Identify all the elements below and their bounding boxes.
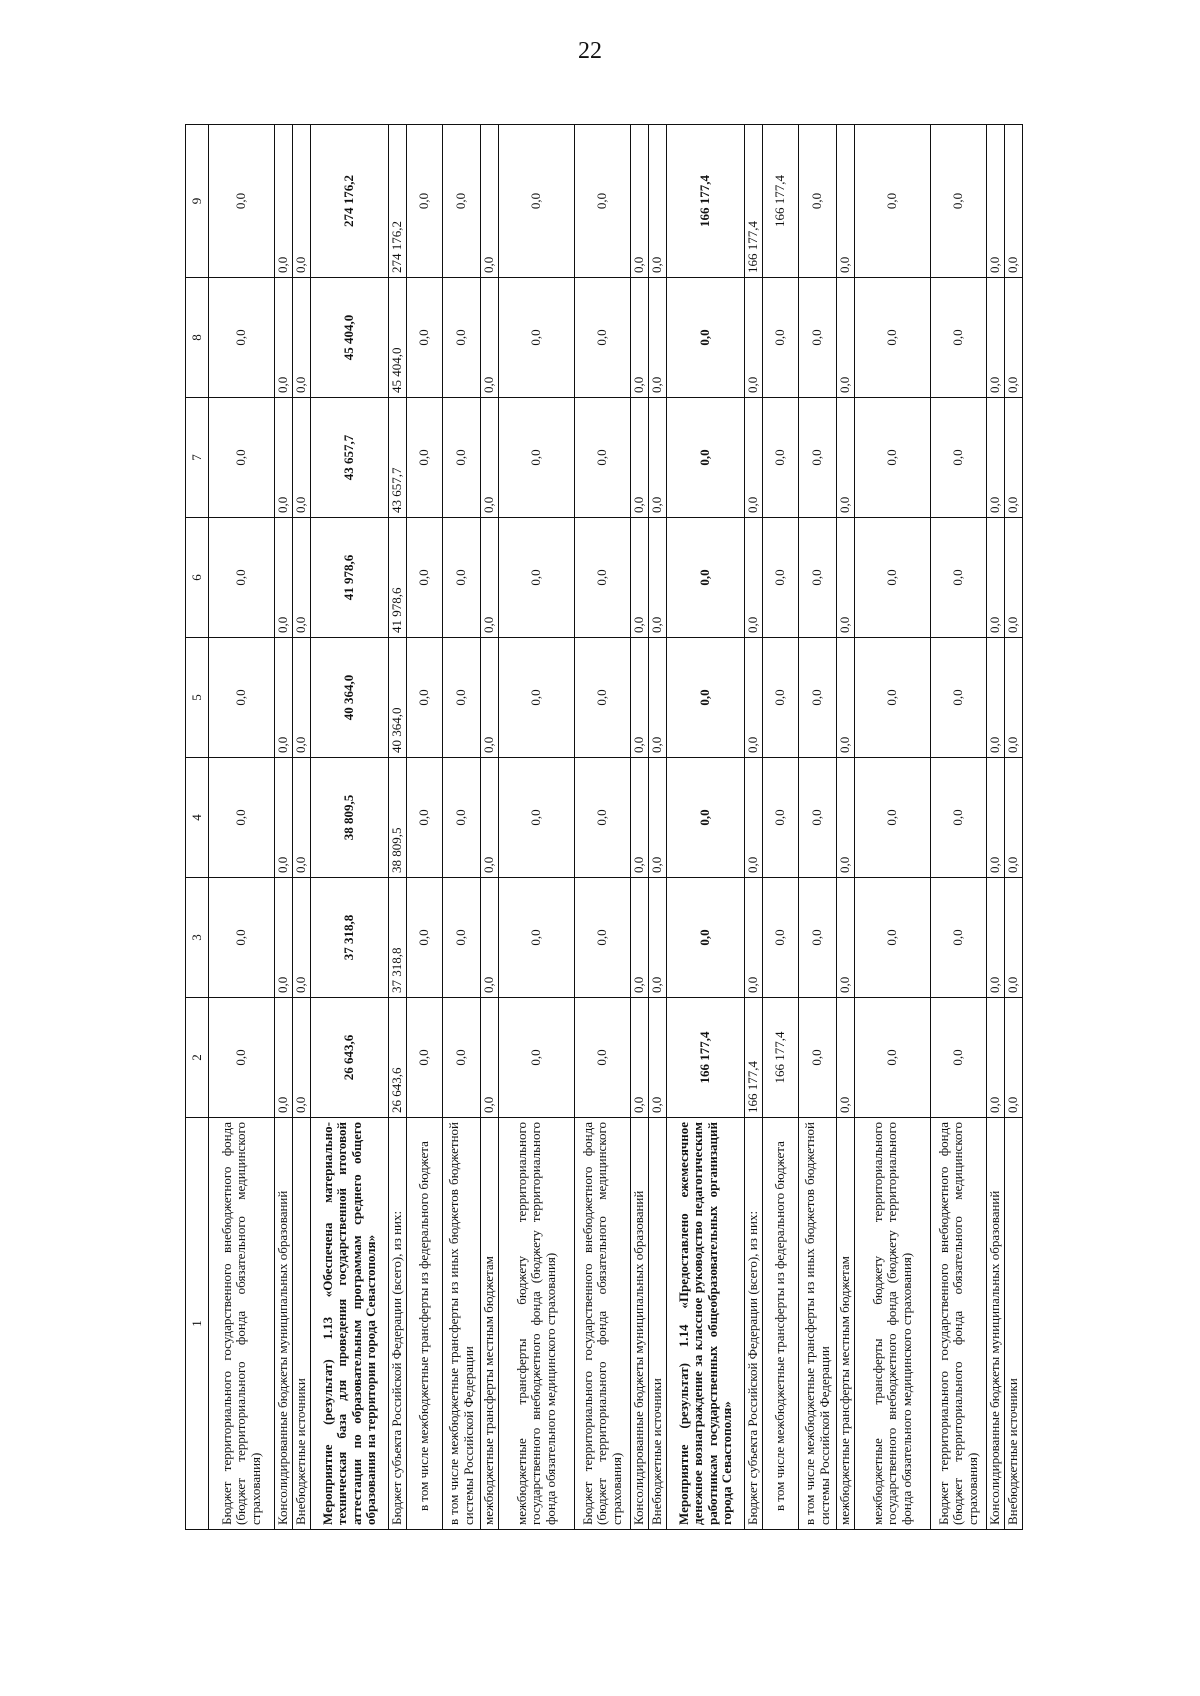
row-value-col-7: 0,0 [799,398,837,518]
row-label: межбюджетные трансферты местным бюджетам [481,1118,499,1530]
row-value-col-8: 0,0 [931,278,987,398]
row-value-col-6: 0,0 [667,518,745,638]
row-value-col-2: 166 177,4 [745,998,763,1118]
row-label: Консолидированные бюджеты муниципальных образований [631,1118,649,1530]
row-value-col-8: 0,0 [799,278,837,398]
row-value-col-3: 0,0 [667,878,745,998]
row-value-col-8: 0,0 [763,278,799,398]
row-value-col-8: 0,0 [1005,278,1023,398]
row-value-col-2: 0,0 [931,998,987,1118]
row-value-col-5: 0,0 [745,638,763,758]
table-row [631,125,649,1530]
row-value-col-3: 0,0 [837,878,855,998]
column-header-5: 5 [186,638,209,758]
row-value-col-6: 0,0 [799,518,837,638]
row-value-col-5: 0,0 [499,638,575,758]
row-label: в том числе межбюджетные трансферты из федерального бюджета [763,1118,799,1530]
row-value-col-7: 0,0 [837,398,855,518]
row-value-col-9: 0,0 [649,125,667,278]
table-row [837,125,855,1530]
row-value-col-7: 0,0 [631,398,649,518]
table-row [443,125,481,1530]
row-value-col-6: 0,0 [443,518,481,638]
row-value-col-4: 0,0 [575,758,631,878]
row-value-col-6: 0,0 [575,518,631,638]
row-label: в том числе межбюджетные трансферты из иных бюджетов бюджетной системы Российской Федерации [443,1118,481,1530]
row-value-col-4: 0,0 [407,758,443,878]
row-label: межбюджетные трансферты местным бюджетам [837,1118,855,1530]
row-value-col-5: 0,0 [799,638,837,758]
row-value-col-5: 0,0 [931,638,987,758]
row-value-col-6: 0,0 [481,518,499,638]
row-value-col-3: 0,0 [481,878,499,998]
row-value-col-2: 0,0 [275,998,293,1118]
row-value-col-7: 0,0 [481,398,499,518]
row-value-col-9: 274 176,2 [389,125,407,278]
table-row [275,125,293,1530]
row-label: в том числе межбюджетные трансферты из иных бюджетов бюджетной системы Российской Федерации [799,1118,837,1530]
row-label: Мероприятие (результат) 1.14 «Предоставлено ежемесячное денежное вознаграждение за классное руководство педагогическим работникам государственных общеобразовательных организаций города Севастополя» [667,1118,745,1530]
row-value-col-7: 0,0 [763,398,799,518]
row-value-col-2: 0,0 [987,998,1005,1118]
row-value-col-4: 0,0 [855,758,931,878]
row-value-col-6: 41 978,6 [311,518,389,638]
row-value-col-5: 0,0 [275,638,293,758]
row-value-col-5: 40 364,0 [311,638,389,758]
row-value-col-2: 0,0 [855,998,931,1118]
row-value-col-9: 0,0 [499,125,575,278]
row-value-col-4: 0,0 [293,758,311,878]
row-value-col-9: 0,0 [855,125,931,278]
row-value-col-5: 40 364,0 [389,638,407,758]
row-value-col-4: 0,0 [499,758,575,878]
table-row [931,125,987,1530]
row-value-col-6: 0,0 [275,518,293,638]
row-value-col-5: 0,0 [1005,638,1023,758]
row-value-col-6: 0,0 [931,518,987,638]
table-row [407,125,443,1530]
row-value-col-7: 0,0 [855,398,931,518]
row-value-col-4: 0,0 [837,758,855,878]
row-value-col-8: 0,0 [481,278,499,398]
row-value-col-9: 0,0 [987,125,1005,278]
row-value-col-7: 0,0 [275,398,293,518]
row-value-col-5: 0,0 [667,638,745,758]
row-value-col-2: 0,0 [209,998,275,1118]
row-value-col-2: 0,0 [499,998,575,1118]
row-value-col-6: 0,0 [987,518,1005,638]
row-value-col-4: 0,0 [443,758,481,878]
row-value-col-3: 0,0 [931,878,987,998]
row-value-col-5: 0,0 [649,638,667,758]
row-value-col-6: 41 978,6 [389,518,407,638]
row-value-col-8: 0,0 [499,278,575,398]
row-value-col-9: 0,0 [275,125,293,278]
row-value-col-2: 166 177,4 [667,998,745,1118]
row-label: в том числе межбюджетные трансферты из федерального бюджета [407,1118,443,1530]
row-value-col-5: 0,0 [443,638,481,758]
row-value-col-2: 0,0 [631,998,649,1118]
row-value-col-6: 0,0 [209,518,275,638]
row-value-col-3: 0,0 [209,878,275,998]
row-value-col-6: 0,0 [763,518,799,638]
row-value-col-7: 43 657,7 [389,398,407,518]
row-value-col-9: 0,0 [293,125,311,278]
row-value-col-8: 45 404,0 [389,278,407,398]
row-label: Бюджет территориального государственного внебюджетного фонда (бюджет территориального фонда обязательного медицинского страхования) [575,1118,631,1530]
table-row [745,125,763,1530]
row-value-col-5: 0,0 [631,638,649,758]
table-row [799,125,837,1530]
row-value-col-4: 38 809,5 [311,758,389,878]
table-row [667,125,745,1530]
row-label: Мероприятие (результат) 1.13 «Обеспечена материально-техническая база для проведения государственной итоговой аттестации по образовательным программам среднего общего образования на территории города Севастополя» [311,1118,389,1530]
table-row [987,125,1005,1530]
row-value-col-2: 0,0 [575,998,631,1118]
row-value-col-6: 0,0 [407,518,443,638]
row-value-col-7: 0,0 [987,398,1005,518]
row-label: Внебюджетные источники [293,1118,311,1530]
row-value-col-9: 274 176,2 [311,125,389,278]
table-row [649,125,667,1530]
row-value-col-6: 0,0 [1005,518,1023,638]
row-value-col-4: 0,0 [931,758,987,878]
table-row [311,125,389,1530]
column-header-6: 6 [186,518,209,638]
row-value-col-3: 0,0 [443,878,481,998]
row-value-col-2: 0,0 [407,998,443,1118]
column-header-9: 9 [186,125,209,278]
row-value-col-3: 0,0 [575,878,631,998]
row-value-col-5: 0,0 [987,638,1005,758]
table-row [763,125,799,1530]
row-value-col-8: 0,0 [575,278,631,398]
row-value-col-4: 0,0 [275,758,293,878]
row-label: Внебюджетные источники [649,1118,667,1530]
row-value-col-8: 0,0 [275,278,293,398]
row-value-col-8: 0,0 [855,278,931,398]
row-value-col-3: 0,0 [293,878,311,998]
table-row [1005,125,1023,1530]
row-value-col-7: 0,0 [293,398,311,518]
row-value-col-2: 0,0 [443,998,481,1118]
row-label: Бюджет территориального государственного внебюджетного фонда (бюджет территориального фонда обязательного медицинского страхования) [931,1118,987,1530]
budget-table [185,124,1023,1530]
row-value-col-3: 37 318,8 [311,878,389,998]
row-value-col-2: 0,0 [837,998,855,1118]
row-value-col-5: 0,0 [293,638,311,758]
row-value-col-9: 0,0 [443,125,481,278]
row-label: межбюджетные трансферты бюджету территориального государственного внебюджетного фонда (бюджету территориального фонда обязательного медицинского страхования) [499,1118,575,1530]
row-value-col-9: 166 177,4 [763,125,799,278]
row-value-col-3: 0,0 [649,878,667,998]
row-value-col-8: 0,0 [745,278,763,398]
row-value-col-9: 0,0 [837,125,855,278]
row-value-col-4: 0,0 [481,758,499,878]
row-value-col-9: 0,0 [575,125,631,278]
column-header-7: 7 [186,398,209,518]
row-value-col-2: 26 643,6 [311,998,389,1118]
row-value-col-5: 0,0 [837,638,855,758]
row-value-col-7: 0,0 [407,398,443,518]
row-value-col-5: 0,0 [575,638,631,758]
row-value-col-8: 0,0 [443,278,481,398]
row-value-col-7: 0,0 [575,398,631,518]
row-value-col-4: 38 809,5 [389,758,407,878]
row-value-col-4: 0,0 [745,758,763,878]
row-value-col-9: 0,0 [631,125,649,278]
row-value-col-8: 0,0 [407,278,443,398]
row-value-col-3: 0,0 [987,878,1005,998]
row-value-col-7: 0,0 [745,398,763,518]
row-value-col-4: 0,0 [763,758,799,878]
row-value-col-3: 0,0 [275,878,293,998]
row-value-col-5: 0,0 [407,638,443,758]
row-value-col-2: 0,0 [481,998,499,1118]
row-value-col-8: 0,0 [837,278,855,398]
column-header-2: 2 [186,998,209,1118]
row-value-col-7: 0,0 [649,398,667,518]
row-value-col-5: 0,0 [481,638,499,758]
row-value-col-7: 0,0 [499,398,575,518]
row-value-col-3: 0,0 [763,878,799,998]
table-row [293,125,311,1530]
row-value-col-2: 166 177,4 [763,998,799,1118]
row-value-col-2: 0,0 [649,998,667,1118]
table-row [209,125,275,1530]
row-value-col-9: 0,0 [407,125,443,278]
column-header-3: 3 [186,878,209,998]
row-value-col-3: 0,0 [407,878,443,998]
table-row [499,125,575,1530]
rotated-table-wrapper [185,125,1020,1530]
row-value-col-9: 166 177,4 [667,125,745,278]
header-row [186,125,209,1530]
row-value-col-6: 0,0 [837,518,855,638]
row-value-col-7: 0,0 [931,398,987,518]
row-value-col-7: 0,0 [1005,398,1023,518]
row-value-col-6: 0,0 [855,518,931,638]
row-value-col-4: 0,0 [1005,758,1023,878]
row-label: Бюджет субъекта Российской Федерации (всего), из них: [389,1118,407,1530]
row-value-col-3: 37 318,8 [389,878,407,998]
row-label: Консолидированные бюджеты муниципальных образований [987,1118,1005,1530]
table-row [481,125,499,1530]
row-value-col-8: 0,0 [209,278,275,398]
row-label: Консолидированные бюджеты муниципальных образований [275,1118,293,1530]
row-value-col-9: 0,0 [209,125,275,278]
row-value-col-9: 0,0 [799,125,837,278]
table-row [855,125,931,1530]
row-value-col-3: 0,0 [499,878,575,998]
row-label: Внебюджетные источники [1005,1118,1023,1530]
page-number: 22 [578,38,602,64]
row-value-col-4: 0,0 [987,758,1005,878]
table-row [389,125,407,1530]
row-value-col-4: 0,0 [631,758,649,878]
row-label: межбюджетные трансферты бюджету территориального государственного внебюджетного фонда (бюджету территориального фонда обязательного медицинского страхования) [855,1118,931,1530]
row-label: Бюджет территориального государственного внебюджетного фонда (бюджет территориального фонда обязательного медицинского страхования) [209,1118,275,1530]
column-header-8: 8 [186,278,209,398]
row-value-col-4: 0,0 [649,758,667,878]
row-value-col-7: 43 657,7 [311,398,389,518]
row-value-col-8: 45 404,0 [311,278,389,398]
row-value-col-6: 0,0 [649,518,667,638]
row-value-col-9: 0,0 [931,125,987,278]
row-value-col-8: 0,0 [667,278,745,398]
column-header-1: 1 [186,1118,209,1530]
row-value-col-2: 0,0 [799,998,837,1118]
row-value-col-7: 0,0 [209,398,275,518]
row-value-col-8: 0,0 [293,278,311,398]
row-value-col-4: 0,0 [667,758,745,878]
row-value-col-7: 0,0 [443,398,481,518]
row-value-col-3: 0,0 [855,878,931,998]
row-value-col-9: 166 177,4 [745,125,763,278]
row-value-col-6: 0,0 [631,518,649,638]
row-value-col-8: 0,0 [987,278,1005,398]
row-value-col-4: 0,0 [209,758,275,878]
row-value-col-6: 0,0 [499,518,575,638]
table-row [575,125,631,1530]
row-label: Бюджет субъекта Российской Федерации (всего), из них: [745,1118,763,1530]
row-value-col-8: 0,0 [649,278,667,398]
row-value-col-3: 0,0 [1005,878,1023,998]
row-value-col-3: 0,0 [631,878,649,998]
row-value-col-5: 0,0 [855,638,931,758]
row-value-col-8: 0,0 [631,278,649,398]
row-value-col-2: 26 643,6 [389,998,407,1118]
row-value-col-4: 0,0 [799,758,837,878]
row-value-col-7: 0,0 [667,398,745,518]
row-value-col-9: 0,0 [481,125,499,278]
row-value-col-3: 0,0 [799,878,837,998]
row-value-col-9: 0,0 [1005,125,1023,278]
row-value-col-3: 0,0 [745,878,763,998]
row-value-col-2: 0,0 [293,998,311,1118]
row-value-col-5: 0,0 [209,638,275,758]
row-value-col-2: 0,0 [1005,998,1023,1118]
row-value-col-6: 0,0 [745,518,763,638]
table-body [209,125,1023,1530]
row-value-col-6: 0,0 [293,518,311,638]
column-header-4: 4 [186,758,209,878]
row-value-col-5: 0,0 [763,638,799,758]
